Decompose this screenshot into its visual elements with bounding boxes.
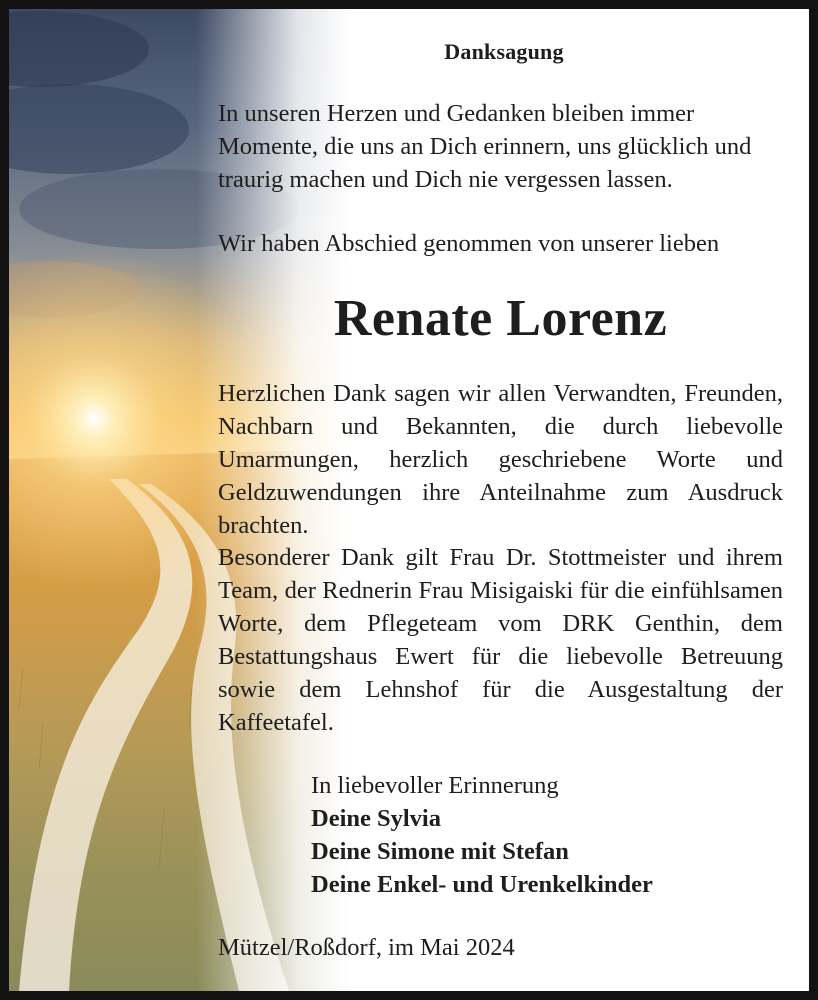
remembrance-line: In liebevoller Erinnerung — [311, 772, 559, 799]
thanks-general-paragraph: Herzlichen Dank sagen wir allen Verwandten, Freunden, Nachbarn und Bekannten, die durch liebevolle Umarmungen, herzlich geschriebene Worte und Geldzuwendungen ihre Anteilnahme zum Ausdruck brachten. — [218, 380, 783, 539]
place-date: Mützel/Roßdorf, im Mai 2024 — [218, 934, 515, 961]
thanks-special-paragraph: Besonderer Dank gilt Frau Dr. Stottmeister und ihrem Team, der Rednerin Frau Misigaiski für die einfühlsamen Worte, dem Pflegeteam vom DRK Genthin, dem Bestattungshaus Ewert für die liebevolle Betreuung sowie dem Lehnshof für die Ausgestaltung der Kaffeetafel. — [218, 544, 783, 736]
deceased-name: Renate Lorenz — [333, 290, 668, 347]
intro-paragraph: In unseren Herzen und Gedanken bleiben immer Momente, die uns an Dich erinnern, uns glücklich und traurig machen und Dich nie vergessen lassen. — [218, 100, 752, 193]
closing-block — [311, 769, 653, 901]
notice-heading: Danksagung — [444, 39, 564, 64]
farewell-line: Wir haben Abschied genommen von unserer lieben — [218, 230, 720, 257]
signature-line: Deine Sylvia — [311, 805, 441, 832]
signature-line: Deine Enkel- und Urenkelkinder — [311, 871, 653, 898]
signature-line: Deine Simone mit Stefan — [311, 838, 569, 865]
